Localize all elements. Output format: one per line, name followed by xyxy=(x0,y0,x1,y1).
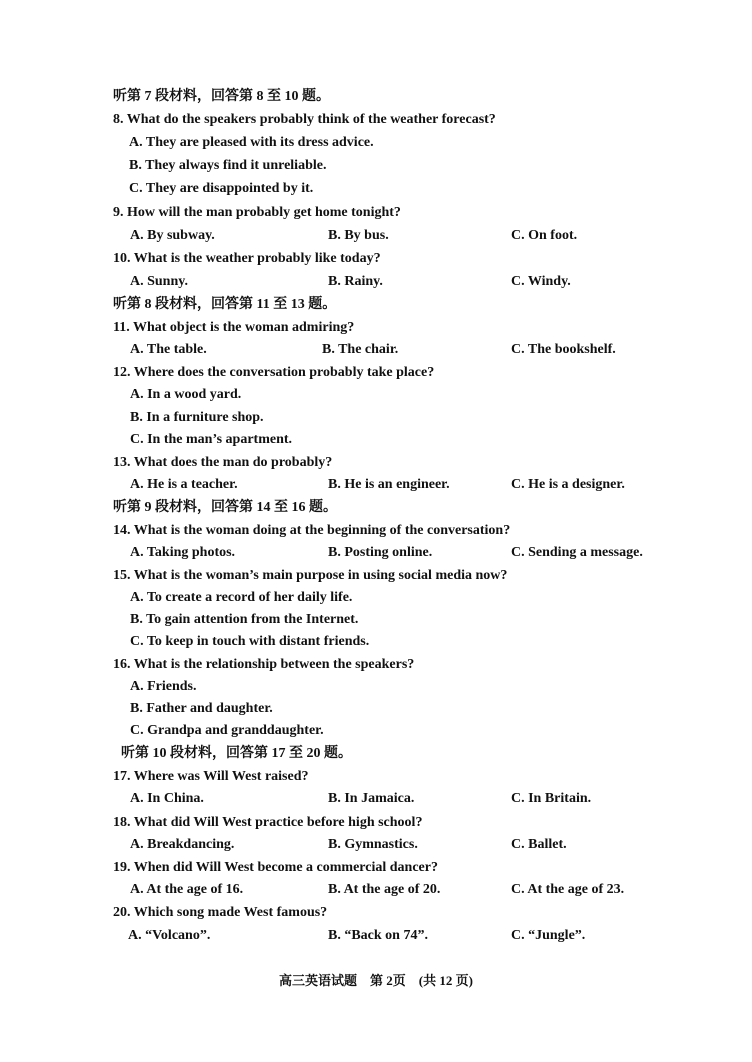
option-20c: C. “Jungle”. xyxy=(511,928,586,943)
option-16b: B. Father and daughter. xyxy=(130,701,273,716)
option-16c: C. Grandpa and granddaughter. xyxy=(130,723,324,738)
option-9c: C. On foot. xyxy=(511,228,578,243)
option-17a: A. In China. xyxy=(130,791,204,806)
option-19a: A. At the age of 16. xyxy=(130,882,244,897)
option-15c: C. To keep in touch with distant friends. xyxy=(130,634,370,649)
option-10a: A. Sunny. xyxy=(130,274,188,289)
option-16a: A. Friends. xyxy=(130,679,197,694)
section-heading: 听第 9 段材料，回答第 14 至 16 题。 xyxy=(113,500,337,515)
option-14b: B. Posting online. xyxy=(328,545,433,560)
question-20: 20. Which song made West famous? xyxy=(113,905,328,920)
option-18b: B. Gymnastics. xyxy=(328,837,418,852)
option-15b: B. To gain attention from the Internet. xyxy=(130,612,359,627)
question-8: 8. What do the speakers probably think of the weather forecast? xyxy=(113,112,496,127)
option-17b: B. In Jamaica. xyxy=(328,791,415,806)
option-12a: A. In a wood yard. xyxy=(130,387,242,402)
question-10: 10. What is the weather probably like today? xyxy=(113,251,381,266)
option-17c: C. In Britain. xyxy=(511,791,592,806)
question-17: 17. Where was Will West raised? xyxy=(113,769,309,784)
question-16: 16. What is the relationship between the speakers? xyxy=(113,657,415,672)
option-14a: A. Taking photos. xyxy=(130,545,236,560)
section-heading: 听第 10 段材料，回答第 17 至 20 题。 xyxy=(121,746,352,761)
option-8a: A. They are pleased with its dress advice. xyxy=(129,135,374,150)
option-19c: C. At the age of 23. xyxy=(511,882,625,897)
option-11a: A. The table. xyxy=(130,342,207,357)
option-13b: B. He is an engineer. xyxy=(328,477,450,492)
option-15a: A. To create a record of her daily life. xyxy=(130,590,353,605)
page-footer: 高三英语试题 第 2页 (共 12 页) xyxy=(279,973,473,988)
option-8b: B. They always find it unreliable. xyxy=(129,158,327,173)
option-9a: A. By subway. xyxy=(130,228,215,243)
option-11c: C. The bookshelf. xyxy=(511,342,616,357)
question-12: 12. Where does the conversation probably take place? xyxy=(113,365,435,380)
option-20b: B. “Back on 74”. xyxy=(328,928,428,943)
question-14: 14. What is the woman doing at the beginning of the conversation? xyxy=(113,523,511,538)
question-15: 15. What is the woman’s main purpose in using social media now? xyxy=(113,568,508,583)
option-18a: A. Breakdancing. xyxy=(130,837,235,852)
option-10c: C. Windy. xyxy=(511,274,571,289)
section-heading: 听第 8 段材料，回答第 11 至 13 题。 xyxy=(113,297,337,312)
option-11b: B. The chair. xyxy=(322,342,399,357)
option-8c: C. They are disappointed by it. xyxy=(129,181,314,196)
question-9: 9. How will the man probably get home tonight? xyxy=(113,205,401,220)
question-11: 11. What object is the woman admiring? xyxy=(113,320,355,335)
option-14c: C. Sending a message. xyxy=(511,545,643,560)
option-13a: A. He is a teacher. xyxy=(130,477,238,492)
question-19: 19. When did Will West become a commercial dancer? xyxy=(113,860,438,875)
option-12c: C. In the man’s apartment. xyxy=(130,432,293,447)
option-10b: B. Rainy. xyxy=(328,274,383,289)
question-18: 18. What did Will West practice before high school? xyxy=(113,815,423,830)
question-13: 13. What does the man do probably? xyxy=(113,455,333,470)
option-9b: B. By bus. xyxy=(328,228,389,243)
option-13c: C. He is a designer. xyxy=(511,477,625,492)
option-18c: C. Ballet. xyxy=(511,837,567,852)
option-12b: B. In a furniture shop. xyxy=(130,410,264,425)
option-20a: A. “Volcano”. xyxy=(128,928,211,943)
section-heading: 听第 7 段材料，回答第 8 至 10 题。 xyxy=(113,89,330,104)
option-19b: B. At the age of 20. xyxy=(328,882,441,897)
